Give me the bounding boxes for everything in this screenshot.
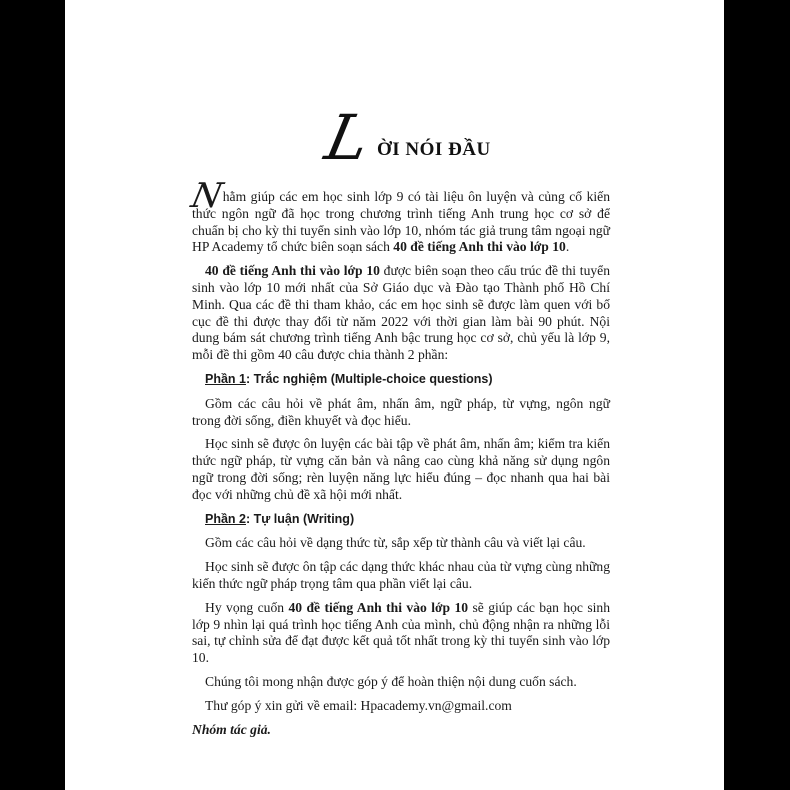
book-title-bold: 40 đề tiếng Anh thi vào lớp 10 [205, 263, 380, 279]
title-text: ỜI NÓI ĐẦU [377, 139, 491, 160]
part2-heading [192, 511, 610, 528]
signature: Nhóm tác giả. [192, 721, 271, 737]
intro-text: hằm giúp các em học sinh lớp 9 có tài liệu ôn luyện và củng cố kiến thức ngôn ngữ đã học trong chương trình tiếng Anh trung học cơ sở để chuẩn bị cho kỳ thi tuyển sinh vào lớp 10, nhóm tác giả trung tâm ngoại ngữ HP Academy tổ chức biên soạn sách [192, 189, 610, 255]
book-title-bold: 40 đề tiếng Anh thi vào lớp 10 [393, 239, 566, 255]
hope-text-end: sẽ giúp các bạn học sinh lớp 9 nhìn lại quá trình học tiếng Anh của mình, chủ động nhận ra những lỗi sai, tự chỉnh sửa để đạt được kết quả tốt nhất trong kỳ thi tuyển sinh vào lớp 10. [192, 599, 611, 666]
title-initial: L [319, 101, 377, 174]
drop-cap: N [187, 176, 227, 216]
feedback-paragraph: Chúng tôi mong nhận được góp ý để hoàn thiện nội dung cuốn sách. [205, 673, 577, 689]
part1-heading [192, 371, 610, 388]
part2-paragraph-2: Học sinh sẽ được ôn tập các dạng thức khác nhau của từ vựng cùng những kiến thức ngữ pháp trọng tâm qua phần viết lại câu. [192, 559, 610, 591]
structure-paragraph [192, 263, 610, 364]
part1-paragraph-2: Học sinh sẽ được ôn luyện các bài tập về phát âm, nhấn âm; kiểm tra kiến thức ngữ pháp, từ vựng căn bản và nâng cao cùng khả năng sử dụng ngôn ngữ trong đời sống; rèn luyện năng lực hiểu đúng – đọc nhanh qua hai bài đọc với những chủ đề xã hội mới nhất. [192, 436, 610, 502]
part1-title: : Trắc nghiệm (Multiple-choice questions) [246, 371, 493, 386]
part1-label: Phần 1 [205, 371, 246, 386]
book-title-bold: 40 đề tiếng Anh thi vào lớp 10 [288, 599, 469, 615]
page-title [319, 101, 557, 174]
preface-body [187, 176, 611, 745]
part2-label: Phần 2 [205, 511, 246, 526]
email-paragraph: Thư góp ý xin gửi về email: Hpacademy.vn@gmail.com [205, 697, 512, 713]
intro-paragraph [187, 176, 610, 256]
hope-text-start: Hy vọng cuốn [205, 599, 289, 615]
part1-paragraph-1: Gồm các câu hỏi về phát âm, nhấn âm, ngữ pháp, từ vựng, ngôn ngữ trong đời sống, điền khuyết và đọc hiểu. [192, 395, 610, 428]
part2-paragraph-1: Gồm các câu hỏi về dạng thức từ, sắp xếp từ thành câu và viết lại câu. [205, 535, 586, 551]
intro-end: . [565, 239, 570, 255]
structure-text: được biên soạn theo cấu trúc đề thi tuyển sinh vào lớp 10 mới nhất của Sở Giáo dục và Đào tạo Thành phố Hồ Chí Minh. Qua các đề thi tham khảo, các em học sinh sẽ được làm quen với bố cục đề thi được thay đổi từ năm 2022 với thời gian làm bài 90 phút. Nội dung bám sát chương trình tiếng Anh bậc trung học cơ sở, chủ yếu là lớp 9, mỗi đề thi gồm 40 câu được chia thành 2 phần: [192, 263, 611, 363]
part2-title: : Tự luận (Writing) [246, 511, 355, 526]
hope-paragraph [192, 600, 610, 667]
